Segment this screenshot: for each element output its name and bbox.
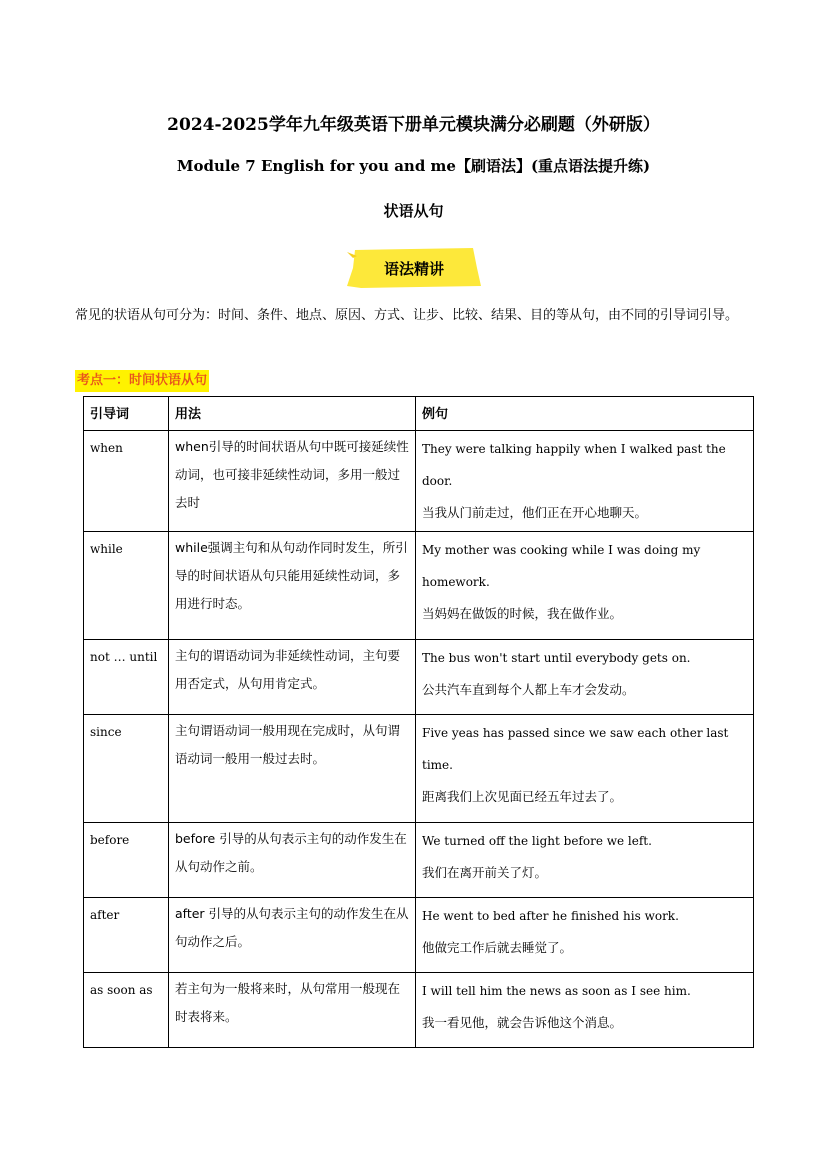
- document-title: 2024-2025学年九年级英语下册单元模块满分必刷题（外研版）: [167, 115, 660, 135]
- usage-cell: 主句的谓语动词为非延续性动词，主句要用否定式，从句用肯定式。: [169, 640, 416, 715]
- section-banner: [347, 246, 481, 290]
- connective-cell: not … until: [84, 640, 169, 715]
- connective-cell: before: [84, 823, 169, 898]
- example-english: I will tell him the news as soon as I see him.: [422, 984, 691, 998]
- usage-cell: while强调主句和从句动作同时发生，所引导的时间状语从句只能用延续性动词，多用进行时态。: [169, 532, 416, 640]
- usage-cell: before 引导的从句表示主句的动作发生在从句动作之前。: [169, 823, 416, 898]
- table-row: [84, 823, 754, 898]
- point-heading: 考点一：时间状语从句: [75, 370, 209, 392]
- example-english: Five yeas has passed since we saw each other last time.: [422, 726, 729, 772]
- table-row: [84, 715, 754, 823]
- table-row: [84, 973, 754, 1048]
- table-row: [84, 898, 754, 973]
- example-chinese: 我一看见他，就会告诉他这个消息。: [422, 1015, 623, 1030]
- connective-cell: when: [84, 431, 169, 532]
- grammar-table: [83, 396, 754, 1048]
- usage-cell: 主句谓语动词一般用现在完成时，从句谓语动词一般用一般过去时。: [169, 715, 416, 823]
- header-example: 例句: [416, 397, 754, 431]
- example-chinese: 我们在离开前关了灯。: [422, 865, 548, 880]
- intro-paragraph: 常见的状语从句可分为：时间、条件、地点、原因、方式、让步、比较、结果、目的等从句，由不同的引导词引导。: [75, 308, 739, 323]
- table-row: [84, 640, 754, 715]
- header-usage: 用法: [169, 397, 416, 431]
- example-english: He went to bed after he finished his work.: [422, 909, 679, 923]
- example-chinese: 公共汽车直到每个人都上车才会发动。: [422, 682, 635, 697]
- document-subtitle: Module 7 English for you and me【刷语法】(重点语法提升练): [176, 157, 651, 175]
- banner-label: 语法精讲: [383, 260, 444, 278]
- table-row: [84, 532, 754, 640]
- example-chinese: 距离我们上次见面已经五年过去了。: [422, 789, 623, 804]
- example-english: The bus won't start until everybody gets on.: [422, 651, 691, 665]
- example-chinese: 他做完工作后就去睡觉了。: [422, 940, 573, 955]
- topic-heading: 状语从句: [383, 202, 444, 220]
- example-english: They were talking happily when I walked past the door.: [422, 442, 726, 488]
- table-header-row: [84, 397, 754, 431]
- example-chinese: 当我从门前走过，他们正在开心地聊天。: [422, 505, 648, 520]
- example-cell: [416, 898, 754, 973]
- example-english: My mother was cooking while I was doing my homework.: [422, 543, 701, 589]
- connective-cell: while: [84, 532, 169, 640]
- example-cell: [416, 823, 754, 898]
- example-cell: [416, 973, 754, 1048]
- usage-cell: 若主句为一般将来时，从句常用一般现在时表将来。: [169, 973, 416, 1048]
- usage-cell: when引导的时间状语从句中既可接延续性动词，也可接非延续性动词，多用一般过去时: [169, 431, 416, 532]
- connective-cell: as soon as: [84, 973, 169, 1048]
- example-cell: [416, 532, 754, 640]
- connective-cell: after: [84, 898, 169, 973]
- example-english: We turned off the light before we left.: [422, 834, 652, 848]
- example-cell: [416, 431, 754, 532]
- example-cell: [416, 715, 754, 823]
- example-cell: [416, 640, 754, 715]
- usage-cell: after 引导的从句表示主句的动作发生在从句动作之后。: [169, 898, 416, 973]
- table-row: [84, 431, 754, 532]
- example-chinese: 当妈妈在做饭的时候，我在做作业。: [422, 606, 623, 621]
- header-connective: 引导词: [84, 397, 169, 431]
- connective-cell: since: [84, 715, 169, 823]
